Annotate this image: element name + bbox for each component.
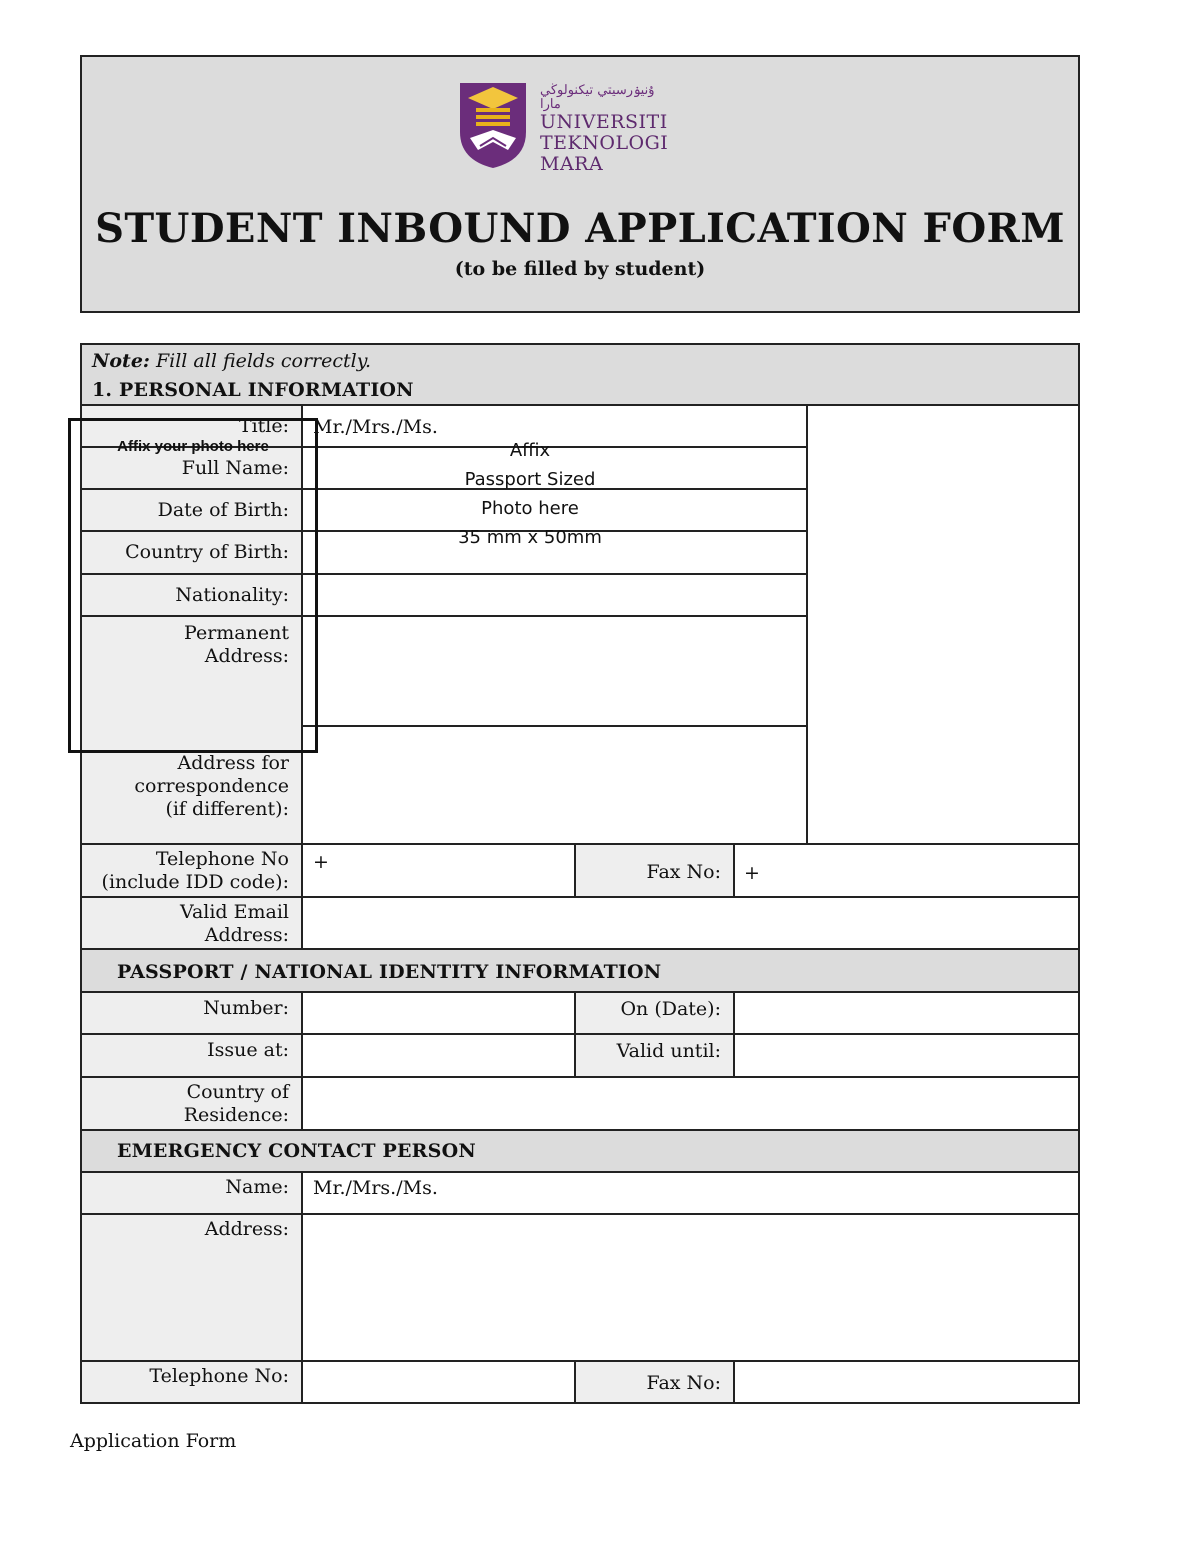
passport-number-field[interactable]: [304, 993, 574, 1033]
permanent-address-field[interactable]: [304, 617, 806, 725]
photo-overlay-frame: [68, 418, 318, 753]
university-name: ۇنيۏرسيتي تيكنولوڬي مارا UNIVERSITI TEKNOLOGI MARA: [540, 83, 669, 175]
telephone-label: Telephone No (include IDD code):: [101, 848, 289, 893]
full-name-label: Full Name:: [181, 457, 289, 479]
correspondence-address-label: Address for correspondence (if different):: [134, 752, 289, 820]
fax-label: Fax No:: [646, 861, 721, 883]
form-title: STUDENT INBOUND APPLICATION FORM: [95, 205, 1065, 252]
note-label: Note:: [92, 350, 150, 372]
emergency-name-label: Name:: [225, 1176, 289, 1198]
form-subtitle: (to be filled by student): [454, 258, 706, 280]
residence-label: Country of Residence:: [183, 1081, 289, 1126]
issue-at-label: Issue at:: [207, 1039, 289, 1061]
emergency-telephone-label: Telephone No:: [149, 1365, 289, 1387]
emergency-address-field[interactable]: [304, 1215, 1079, 1360]
permanent-address-label: Permanent Address:: [184, 622, 289, 667]
emergency-address-label: Address:: [204, 1218, 289, 1240]
title-label: Title:: [238, 415, 289, 437]
passport-date-field[interactable]: [736, 993, 1079, 1033]
valid-until-label: Valid until:: [616, 1040, 721, 1062]
emergency-name-field[interactable]: Mr./Mrs./Ms.: [313, 1177, 438, 1199]
emergency-fax-field[interactable]: [736, 1362, 1079, 1403]
title-field[interactable]: Mr./Mrs./Ms.: [313, 416, 438, 438]
photo-overlay-text: Affix your photo here: [117, 438, 269, 455]
note: [92, 350, 371, 372]
note-text: Fill all fields correctly.: [155, 350, 371, 372]
valid-until-field[interactable]: [736, 1035, 1079, 1076]
page-footer: Application Form: [70, 1430, 237, 1452]
number-label: Number:: [203, 997, 289, 1019]
passport-photo-box[interactable]: [808, 406, 1079, 843]
fax-field[interactable]: +: [744, 862, 760, 884]
telephone-field[interactable]: +: [313, 851, 329, 873]
emergency-heading: EMERGENCY CONTACT PERSON: [117, 1140, 476, 1162]
personal-heading: 1. PERSONAL INFORMATION: [92, 379, 414, 401]
issue-at-field[interactable]: [304, 1035, 574, 1076]
emergency-telephone-field[interactable]: [304, 1362, 574, 1403]
emergency-fax-label: Fax No:: [646, 1372, 721, 1394]
university-logo: [458, 80, 670, 175]
nationality-field[interactable]: [304, 575, 806, 615]
dob-label: Date of Birth:: [157, 499, 289, 521]
residence-field[interactable]: [304, 1078, 1079, 1129]
nationality-label: Nationality:: [175, 584, 289, 606]
email-label: Valid Email Address:: [179, 901, 289, 946]
passport-heading: PASSPORT / NATIONAL IDENTITY INFORMATION: [117, 961, 662, 983]
email-field[interactable]: [304, 898, 1079, 948]
correspondence-address-field[interactable]: [304, 727, 806, 843]
passport-photo-text: Affix Passport Sized Photo here 35 mm x 50mm: [458, 440, 602, 548]
cob-label: Country of Birth:: [125, 541, 289, 563]
on-date-label: On (Date):: [620, 998, 721, 1020]
